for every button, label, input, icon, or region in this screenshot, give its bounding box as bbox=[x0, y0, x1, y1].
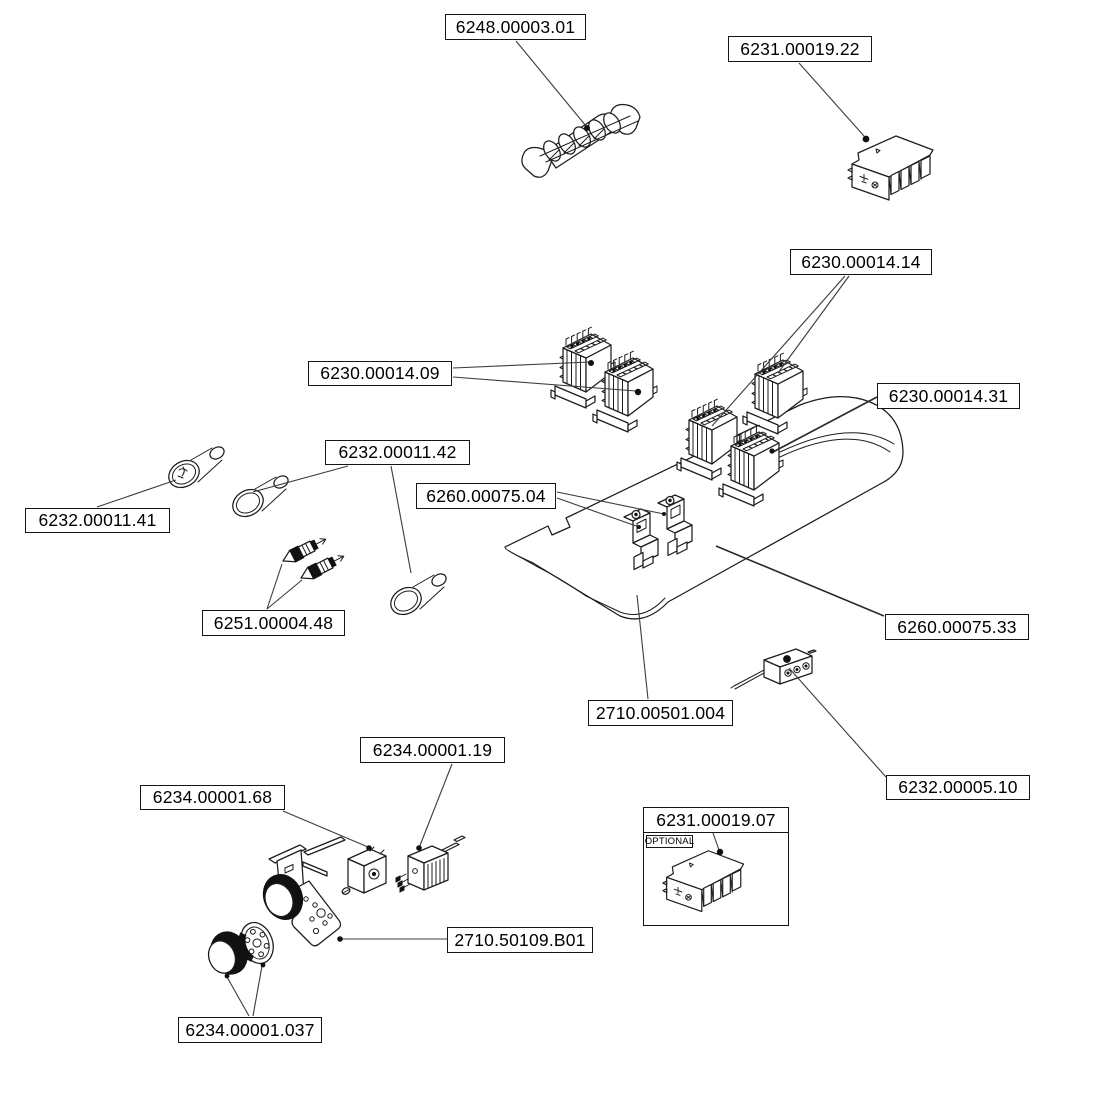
part-label-2710-50109-B01: 2710.50109.B01 bbox=[447, 927, 593, 953]
terminal-block-small-drawing bbox=[731, 649, 816, 689]
part-label-2710-00501-004: 2710.00501.004 bbox=[588, 700, 733, 726]
optional-tag: OPTIONAL bbox=[644, 836, 695, 847]
part-label-6231-00019-07: 6231.00019.07 bbox=[643, 807, 789, 833]
part-label-6232-00011-41: 6232.00011.41 bbox=[25, 508, 170, 533]
part-label-6234-00001-68: 6234.00001.68 bbox=[140, 785, 285, 810]
lamp-bezel-cross-drawing bbox=[164, 444, 226, 492]
part-label-6248-00003-01: 6248.00003.01 bbox=[445, 14, 586, 40]
lamp-bezel-a-drawing bbox=[228, 473, 290, 521]
part-label-6260-00075-33: 6260.00075.33 bbox=[885, 614, 1029, 640]
part-label-6234-00001-037: 6234.00001.037 bbox=[178, 1017, 322, 1043]
lamp-bezel-b-drawing bbox=[386, 571, 448, 619]
switch-bracket-assembly-drawing bbox=[204, 836, 465, 979]
part-label-6251-00004-48: 6251.00004.48 bbox=[202, 610, 345, 636]
part-label-6231-00019-22: 6231.00019.22 bbox=[728, 36, 872, 62]
part-label-6232-00011-42: 6232.00011.42 bbox=[325, 440, 470, 465]
part-label-6230-00014-31: 6230.00014.31 bbox=[877, 383, 1020, 409]
part-label-6230-00014-14: 6230.00014.14 bbox=[790, 249, 932, 275]
part-label-6230-00014-09: 6230.00014.09 bbox=[308, 361, 452, 386]
cable-comb-drawing bbox=[522, 105, 640, 178]
part-label-6234-00001-19: 6234.00001.19 bbox=[360, 737, 505, 763]
part-label-6232-00005-10: 6232.00005.10 bbox=[886, 775, 1030, 800]
part-label-6260-00075-04: 6260.00075.04 bbox=[416, 483, 556, 509]
relay-module-drawing bbox=[848, 136, 933, 200]
